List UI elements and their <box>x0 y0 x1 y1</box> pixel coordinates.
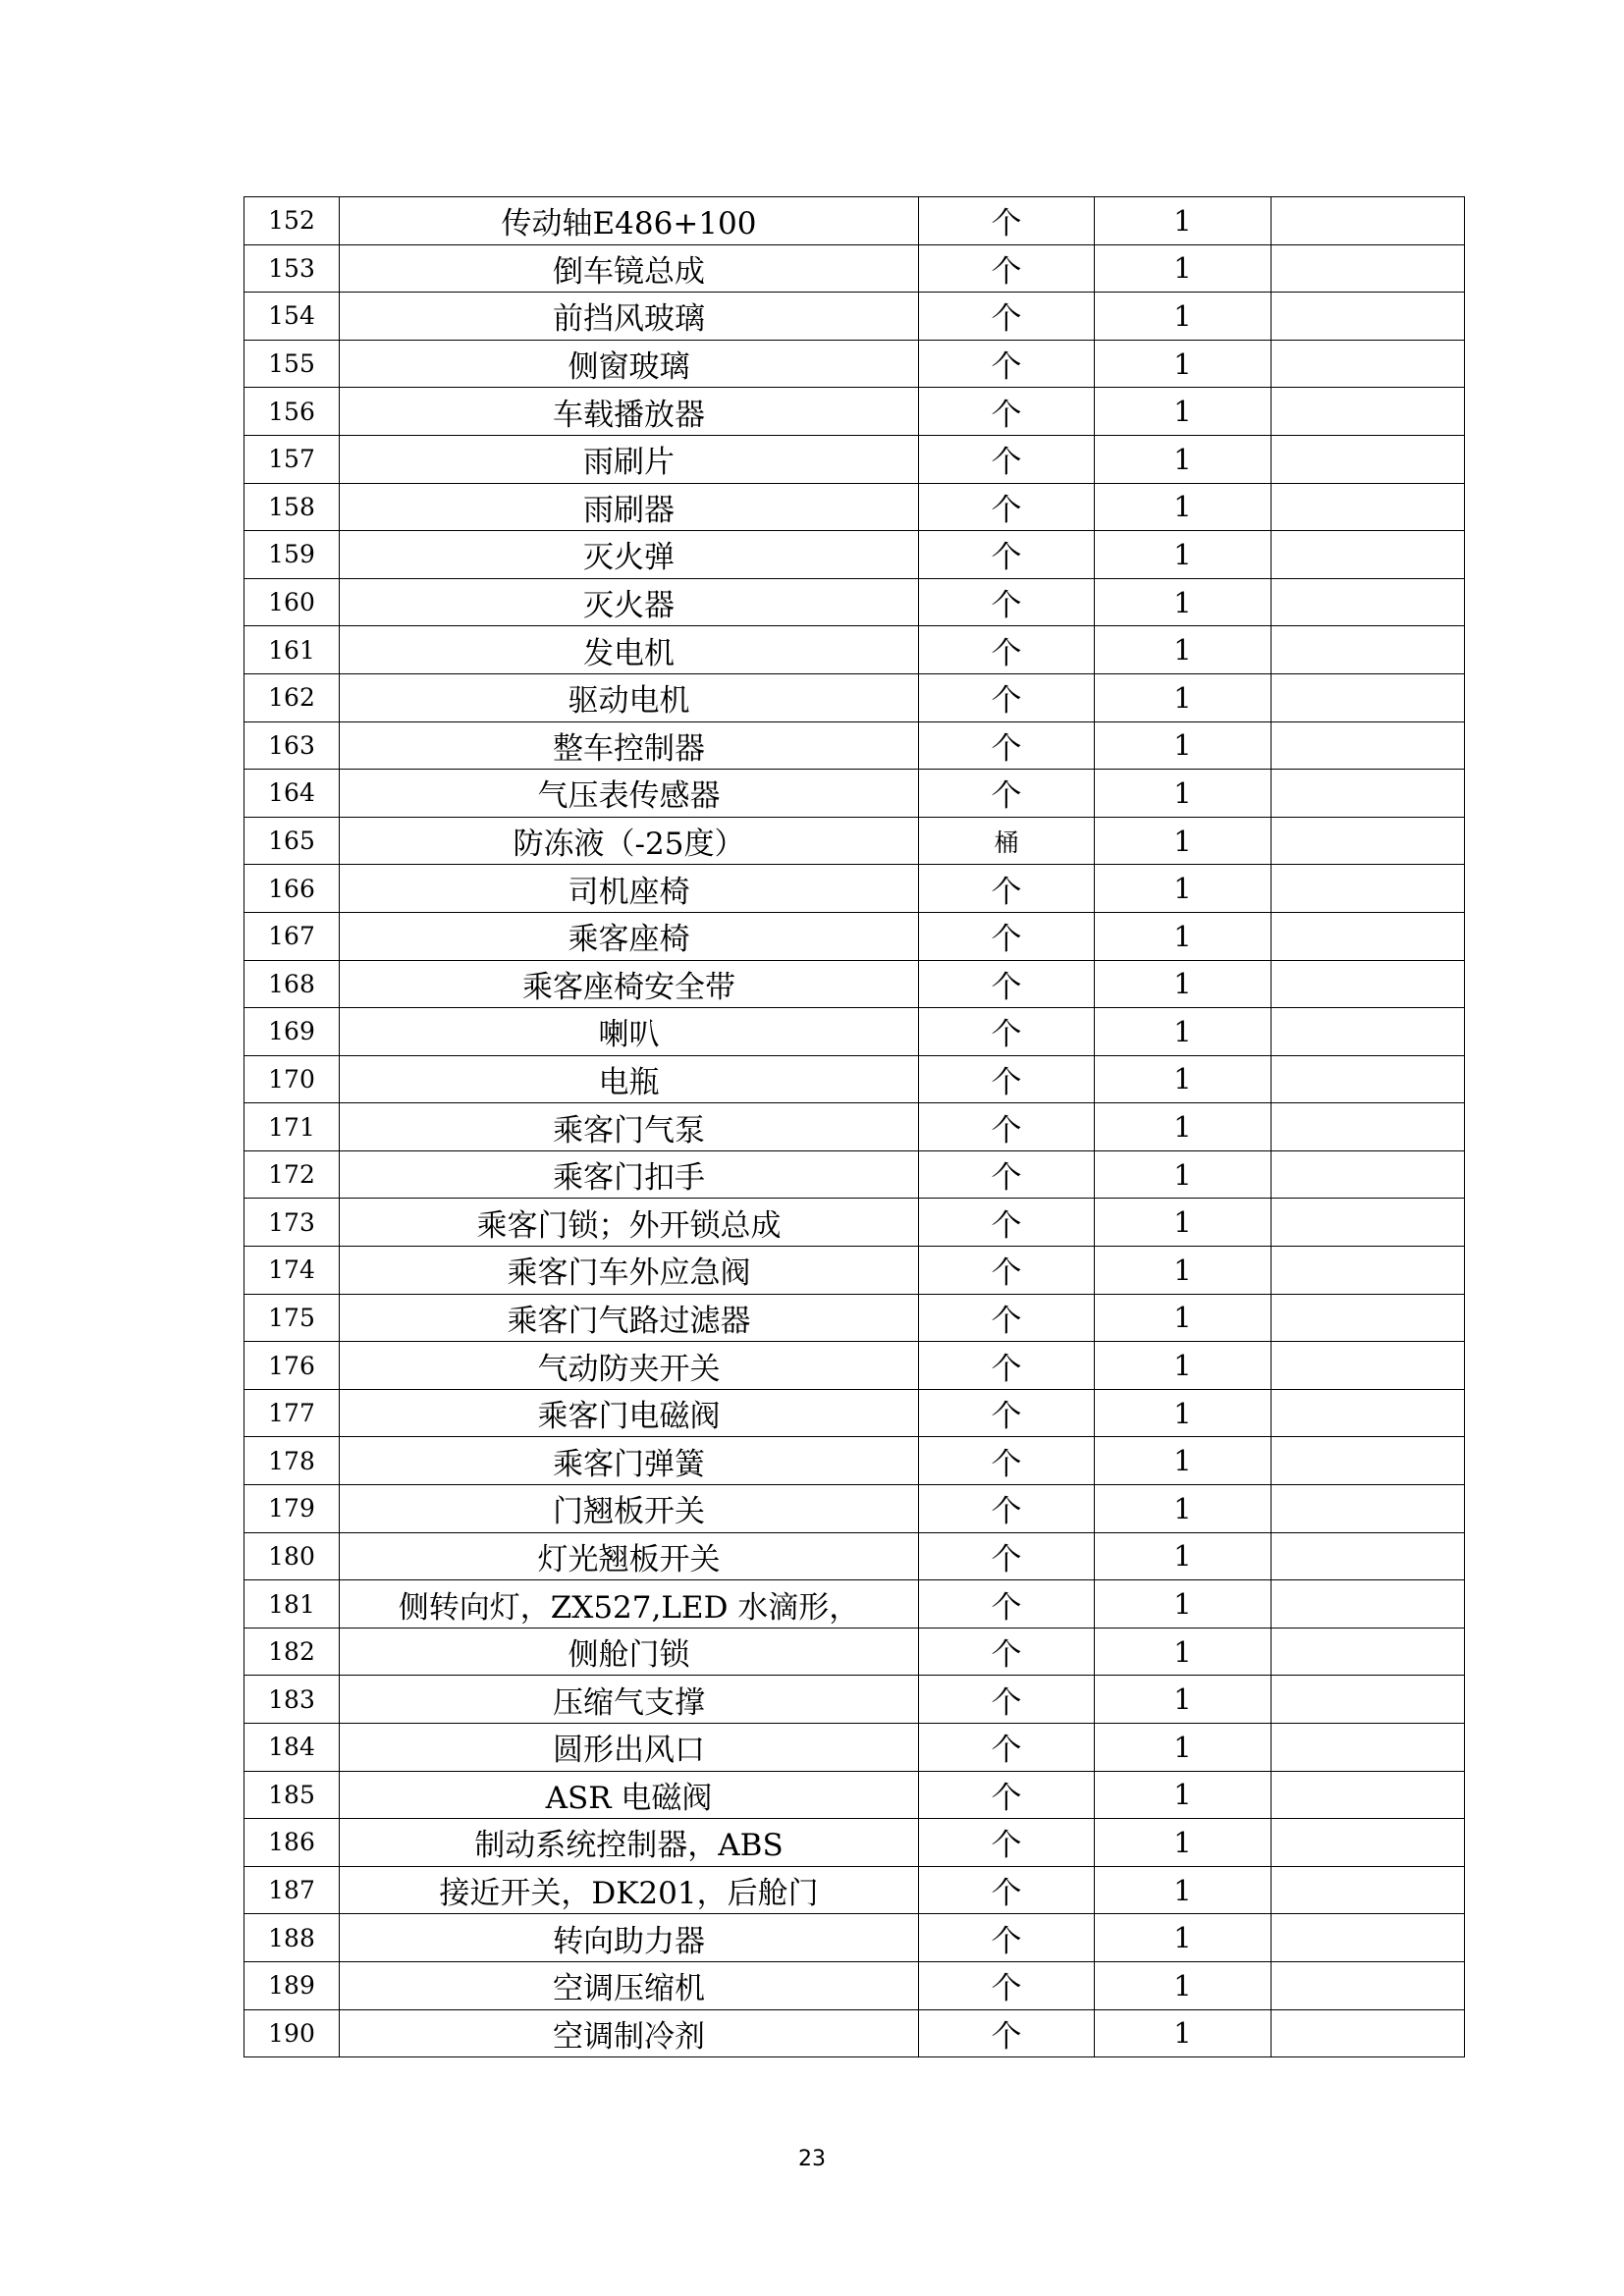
quantity-cell: 1 <box>1095 770 1272 818</box>
unit-cell: 个 <box>919 1532 1095 1580</box>
table-row <box>244 1532 1465 1580</box>
item-name-cell: 发电机 <box>340 626 919 674</box>
table-row <box>244 1580 1465 1629</box>
quantity-cell: 1 <box>1095 865 1272 913</box>
item-name-cell: 压缩气支撑 <box>340 1676 919 1724</box>
table-row <box>244 483 1465 531</box>
table-row <box>244 960 1465 1008</box>
row-number-cell: 184 <box>244 1724 340 1772</box>
unit-cell: 个 <box>919 2009 1095 2057</box>
row-number-cell: 172 <box>244 1150 340 1199</box>
row-number-cell: 173 <box>244 1199 340 1247</box>
remark-cell <box>1272 531 1465 579</box>
unit-cell: 个 <box>919 483 1095 531</box>
quantity-cell: 1 <box>1095 1008 1272 1056</box>
item-name-cell: 乘客门锁；外开锁总成 <box>340 1199 919 1247</box>
row-number-cell: 182 <box>244 1628 340 1676</box>
quantity-cell: 1 <box>1095 435 1272 483</box>
quantity-cell: 1 <box>1095 1055 1272 1103</box>
row-number-cell: 168 <box>244 960 340 1008</box>
item-name-cell: 倒车镜总成 <box>340 244 919 293</box>
unit-cell: 个 <box>919 293 1095 341</box>
unit-cell: 个 <box>919 1628 1095 1676</box>
unit-cell: 个 <box>919 197 1095 245</box>
row-number-cell: 179 <box>244 1485 340 1533</box>
unit-cell: 个 <box>919 578 1095 626</box>
remark-cell <box>1272 721 1465 770</box>
remark-cell <box>1272 197 1465 245</box>
remark-cell <box>1272 1866 1465 1914</box>
unit-cell: 个 <box>919 1914 1095 1962</box>
remark-cell <box>1272 1342 1465 1390</box>
table-row <box>244 244 1465 293</box>
remark-cell <box>1272 770 1465 818</box>
remark-cell <box>1272 1055 1465 1103</box>
table-row <box>244 1389 1465 1437</box>
table-row <box>244 770 1465 818</box>
item-name-cell: 喇叭 <box>340 1008 919 1056</box>
item-name-cell: 侧窗玻璃 <box>340 340 919 388</box>
remark-cell <box>1272 1103 1465 1151</box>
quantity-cell: 1 <box>1095 483 1272 531</box>
table-row <box>244 1724 1465 1772</box>
unit-cell: 个 <box>919 1724 1095 1772</box>
remark-cell <box>1272 912 1465 960</box>
remark-cell <box>1272 626 1465 674</box>
table-row <box>244 1103 1465 1151</box>
item-name-cell: 雨刷器 <box>340 483 919 531</box>
table-row <box>244 1485 1465 1533</box>
unit-cell: 个 <box>919 531 1095 579</box>
table-row <box>244 1199 1465 1247</box>
table-row <box>244 626 1465 674</box>
item-name-cell: 接近开关，DK201，后舱门 <box>340 1866 919 1914</box>
table-row <box>244 1008 1465 1056</box>
item-name-cell: 整车控制器 <box>340 721 919 770</box>
remark-cell <box>1272 244 1465 293</box>
unit-cell: 个 <box>919 388 1095 436</box>
table-row <box>244 1771 1465 1819</box>
quantity-cell: 1 <box>1095 1247 1272 1295</box>
remark-cell <box>1272 960 1465 1008</box>
row-number-cell: 152 <box>244 197 340 245</box>
item-name-cell: 乘客门车外应急阀 <box>340 1247 919 1295</box>
quantity-cell: 1 <box>1095 388 1272 436</box>
row-number-cell: 185 <box>244 1771 340 1819</box>
quantity-cell: 1 <box>1095 1294 1272 1342</box>
unit-cell: 个 <box>919 1961 1095 2009</box>
table-row <box>244 1294 1465 1342</box>
table-row <box>244 1914 1465 1962</box>
quantity-cell: 1 <box>1095 1676 1272 1724</box>
item-name-cell: 制动系统控制器，ABS <box>340 1819 919 1867</box>
remark-cell <box>1272 1914 1465 1962</box>
unit-cell: 个 <box>919 721 1095 770</box>
quantity-cell: 1 <box>1095 817 1272 865</box>
unit-cell: 桶 <box>919 817 1095 865</box>
remark-cell <box>1272 578 1465 626</box>
quantity-cell: 1 <box>1095 197 1272 245</box>
table-row <box>244 1055 1465 1103</box>
remark-cell <box>1272 1628 1465 1676</box>
row-number-cell: 154 <box>244 293 340 341</box>
unit-cell: 个 <box>919 1342 1095 1390</box>
unit-cell: 个 <box>919 1008 1095 1056</box>
quantity-cell: 1 <box>1095 1199 1272 1247</box>
item-name-cell: 门翘板开关 <box>340 1485 919 1533</box>
row-number-cell: 186 <box>244 1819 340 1867</box>
row-number-cell: 174 <box>244 1247 340 1295</box>
quantity-cell: 1 <box>1095 673 1272 721</box>
row-number-cell: 177 <box>244 1389 340 1437</box>
quantity-cell: 1 <box>1095 1485 1272 1533</box>
table-row <box>244 197 1465 245</box>
quantity-cell: 1 <box>1095 721 1272 770</box>
row-number-cell: 167 <box>244 912 340 960</box>
remark-cell <box>1272 1819 1465 1867</box>
quantity-cell: 1 <box>1095 1866 1272 1914</box>
unit-cell: 个 <box>919 912 1095 960</box>
quantity-cell: 1 <box>1095 1342 1272 1390</box>
unit-cell: 个 <box>919 1819 1095 1867</box>
quantity-cell: 1 <box>1095 293 1272 341</box>
quantity-cell: 1 <box>1095 1150 1272 1199</box>
row-number-cell: 155 <box>244 340 340 388</box>
unit-cell: 个 <box>919 626 1095 674</box>
quantity-cell: 1 <box>1095 531 1272 579</box>
row-number-cell: 176 <box>244 1342 340 1390</box>
remark-cell <box>1272 483 1465 531</box>
remark-cell <box>1272 340 1465 388</box>
table-row <box>244 1676 1465 1724</box>
unit-cell: 个 <box>919 1485 1095 1533</box>
row-number-cell: 188 <box>244 1914 340 1962</box>
unit-cell: 个 <box>919 1199 1095 1247</box>
item-name-cell: 乘客门弹簧 <box>340 1437 919 1485</box>
quantity-cell: 1 <box>1095 1819 1272 1867</box>
row-number-cell: 169 <box>244 1008 340 1056</box>
item-name-cell: 侧转向灯，ZX527,LED 水滴形， <box>340 1580 919 1629</box>
quantity-cell: 1 <box>1095 578 1272 626</box>
remark-cell <box>1272 1532 1465 1580</box>
page-number: 23 <box>798 2147 826 2171</box>
table-row <box>244 721 1465 770</box>
unit-cell: 个 <box>919 960 1095 1008</box>
row-number-cell: 183 <box>244 1676 340 1724</box>
remark-cell <box>1272 1199 1465 1247</box>
row-number-cell: 189 <box>244 1961 340 2009</box>
parts-table <box>244 196 1465 2057</box>
quantity-cell: 1 <box>1095 1771 1272 1819</box>
row-number-cell: 157 <box>244 435 340 483</box>
item-name-cell: 气动防夹开关 <box>340 1342 919 1390</box>
row-number-cell: 158 <box>244 483 340 531</box>
unit-cell: 个 <box>919 340 1095 388</box>
quantity-cell: 1 <box>1095 912 1272 960</box>
remark-cell <box>1272 817 1465 865</box>
quantity-cell: 1 <box>1095 1628 1272 1676</box>
table-row <box>244 1819 1465 1867</box>
remark-cell <box>1272 1150 1465 1199</box>
item-name-cell: 乘客门电磁阀 <box>340 1389 919 1437</box>
remark-cell <box>1272 1580 1465 1629</box>
quantity-cell: 1 <box>1095 1961 1272 2009</box>
item-name-cell: 气压表传感器 <box>340 770 919 818</box>
remark-cell <box>1272 388 1465 436</box>
quantity-cell: 1 <box>1095 1389 1272 1437</box>
unit-cell: 个 <box>919 1771 1095 1819</box>
remark-cell <box>1272 1771 1465 1819</box>
row-number-cell: 170 <box>244 1055 340 1103</box>
quantity-cell: 1 <box>1095 340 1272 388</box>
row-number-cell: 178 <box>244 1437 340 1485</box>
remark-cell <box>1272 1676 1465 1724</box>
table-row <box>244 1437 1465 1485</box>
item-name-cell: 传动轴E486+100 <box>340 197 919 245</box>
row-number-cell: 181 <box>244 1580 340 1629</box>
remark-cell <box>1272 1437 1465 1485</box>
row-number-cell: 190 <box>244 2009 340 2057</box>
item-name-cell: 灭火器 <box>340 578 919 626</box>
remark-cell <box>1272 1294 1465 1342</box>
row-number-cell: 161 <box>244 626 340 674</box>
row-number-cell: 153 <box>244 244 340 293</box>
item-name-cell: 侧舱门锁 <box>340 1628 919 1676</box>
quantity-cell: 1 <box>1095 1724 1272 1772</box>
table-row <box>244 1342 1465 1390</box>
remark-cell <box>1272 2009 1465 2057</box>
row-number-cell: 175 <box>244 1294 340 1342</box>
unit-cell: 个 <box>919 435 1095 483</box>
table-row <box>244 1150 1465 1199</box>
row-number-cell: 156 <box>244 388 340 436</box>
table-row <box>244 912 1465 960</box>
unit-cell: 个 <box>919 1055 1095 1103</box>
unit-cell: 个 <box>919 1437 1095 1485</box>
quantity-cell: 1 <box>1095 1580 1272 1629</box>
item-name-cell: 转向助力器 <box>340 1914 919 1962</box>
table-row <box>244 1961 1465 2009</box>
row-number-cell: 166 <box>244 865 340 913</box>
unit-cell: 个 <box>919 865 1095 913</box>
row-number-cell: 171 <box>244 1103 340 1151</box>
parts-table-body <box>244 197 1465 2057</box>
table-row <box>244 817 1465 865</box>
row-number-cell: 160 <box>244 578 340 626</box>
row-number-cell: 163 <box>244 721 340 770</box>
unit-cell: 个 <box>919 244 1095 293</box>
item-name-cell: 灯光翘板开关 <box>340 1532 919 1580</box>
item-name-cell: 乘客座椅 <box>340 912 919 960</box>
unit-cell: 个 <box>919 1103 1095 1151</box>
remark-cell <box>1272 1008 1465 1056</box>
unit-cell: 个 <box>919 673 1095 721</box>
table-row <box>244 293 1465 341</box>
table-row <box>244 1866 1465 1914</box>
item-name-cell: 司机座椅 <box>340 865 919 913</box>
item-name-cell: 乘客门气泵 <box>340 1103 919 1151</box>
remark-cell <box>1272 673 1465 721</box>
item-name-cell: 乘客座椅安全带 <box>340 960 919 1008</box>
remark-cell <box>1272 865 1465 913</box>
remark-cell <box>1272 293 1465 341</box>
quantity-cell: 1 <box>1095 1532 1272 1580</box>
item-name-cell: 雨刷片 <box>340 435 919 483</box>
item-name-cell: 圆形出风口 <box>340 1724 919 1772</box>
quantity-cell: 1 <box>1095 1103 1272 1151</box>
row-number-cell: 162 <box>244 673 340 721</box>
table-row <box>244 531 1465 579</box>
item-name-cell: 乘客门扣手 <box>340 1150 919 1199</box>
unit-cell: 个 <box>919 1389 1095 1437</box>
remark-cell <box>1272 1724 1465 1772</box>
unit-cell: 个 <box>919 770 1095 818</box>
item-name-cell: 灭火弹 <box>340 531 919 579</box>
item-name-cell: 驱动电机 <box>340 673 919 721</box>
table-row <box>244 578 1465 626</box>
unit-cell: 个 <box>919 1294 1095 1342</box>
quantity-cell: 1 <box>1095 960 1272 1008</box>
unit-cell: 个 <box>919 1866 1095 1914</box>
table-row <box>244 340 1465 388</box>
row-number-cell: 187 <box>244 1866 340 1914</box>
item-name-cell: 乘客门气路过滤器 <box>340 1294 919 1342</box>
row-number-cell: 164 <box>244 770 340 818</box>
item-name-cell: 电瓶 <box>340 1055 919 1103</box>
unit-cell: 个 <box>919 1247 1095 1295</box>
table-row <box>244 1628 1465 1676</box>
remark-cell <box>1272 435 1465 483</box>
quantity-cell: 1 <box>1095 1437 1272 1485</box>
table-row <box>244 388 1465 436</box>
item-name-cell: 空调制冷剂 <box>340 2009 919 2057</box>
row-number-cell: 159 <box>244 531 340 579</box>
remark-cell <box>1272 1961 1465 2009</box>
table-row <box>244 1247 1465 1295</box>
unit-cell: 个 <box>919 1150 1095 1199</box>
row-number-cell: 165 <box>244 817 340 865</box>
table-row <box>244 435 1465 483</box>
table-row <box>244 673 1465 721</box>
row-number-cell: 180 <box>244 1532 340 1580</box>
unit-cell: 个 <box>919 1580 1095 1629</box>
item-name-cell: 车载播放器 <box>340 388 919 436</box>
item-name-cell: ASR 电磁阀 <box>340 1771 919 1819</box>
remark-cell <box>1272 1247 1465 1295</box>
item-name-cell: 空调压缩机 <box>340 1961 919 2009</box>
remark-cell <box>1272 1389 1465 1437</box>
table-row <box>244 2009 1465 2057</box>
quantity-cell: 1 <box>1095 1914 1272 1962</box>
quantity-cell: 1 <box>1095 2009 1272 2057</box>
item-name-cell: 防冻液（-25度） <box>340 817 919 865</box>
unit-cell: 个 <box>919 1676 1095 1724</box>
quantity-cell: 1 <box>1095 244 1272 293</box>
item-name-cell: 前挡风玻璃 <box>340 293 919 341</box>
table-row <box>244 865 1465 913</box>
remark-cell <box>1272 1485 1465 1533</box>
quantity-cell: 1 <box>1095 626 1272 674</box>
